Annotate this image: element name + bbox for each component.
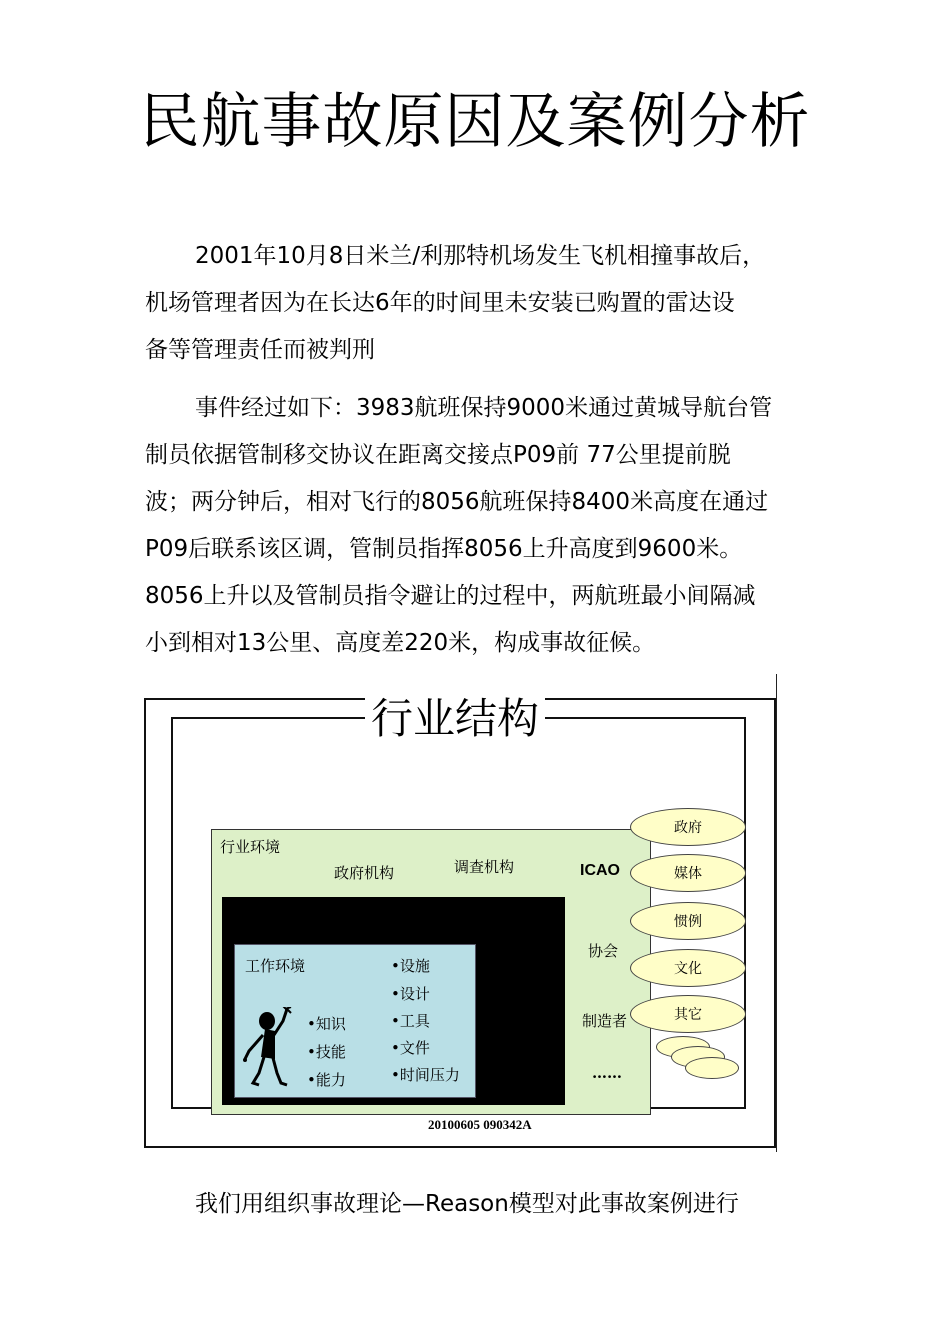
facility-item: •工具 <box>391 1012 430 1030</box>
ellipse-culture: 文化 <box>630 949 746 987</box>
investigation-org-label: 调查机构 <box>454 858 515 876</box>
facility-item: •设计 <box>391 985 430 1003</box>
figure-inner-frame <box>171 694 746 1132</box>
paragraph-line: 制员依据管制移交协议在距离交接点P09前 77公里提前脱 <box>145 442 731 468</box>
ellipse-government: 政府 <box>630 808 746 846</box>
figure-title: 行业结构 <box>365 689 545 749</box>
icao-label: ICAO <box>580 862 620 879</box>
ellipse-convention: 惯例 <box>630 902 746 940</box>
etc-label: …… <box>592 1064 622 1082</box>
paragraph-line: 小到相对13公里、高度差220米，构成事故征候。 <box>145 630 656 656</box>
facility-item: •设施 <box>391 957 430 975</box>
mini-ellipse <box>685 1057 739 1079</box>
paragraph-line: 波；两分钟后，相对飞行的8056航班保持8400米高度在通过 <box>145 489 769 515</box>
industry-label: 行业环境 <box>220 838 281 856</box>
organization-box <box>222 897 565 1105</box>
paragraph-1 <box>145 233 817 374</box>
work-env-label: 工作环境 <box>245 957 306 975</box>
industry-structure-figure <box>144 694 776 1148</box>
paragraph-2 <box>145 385 817 667</box>
person-icon <box>241 1007 297 1093</box>
industry-environment-box <box>211 829 651 1115</box>
paragraph-line: P09后联系该区调，管制员指挥8056上升高度到9600米。 <box>145 536 743 562</box>
paragraph-line: 8056上升以及管制员指令避让的过程中，两航班最小间隔减 <box>145 583 756 609</box>
ellipse-media: 媒体 <box>630 854 746 892</box>
paragraph-line: 机场管理者因为在长达6年的时间里未安装已购置的雷达设 <box>145 290 735 316</box>
person-item: •能力 <box>307 1071 346 1089</box>
manufacturer-label: 制造者 <box>582 1012 628 1030</box>
person-item: •技能 <box>307 1043 346 1061</box>
facility-item: •时间压力 <box>391 1066 460 1084</box>
ellipse-other: 其它 <box>630 995 746 1033</box>
person-item: •知识 <box>307 1015 346 1033</box>
paragraph-3 <box>145 1181 817 1228</box>
association-label: 协会 <box>588 942 619 960</box>
paragraph-line: 事件经过如下：3983航班保持9000米通过黄城导航台管 <box>195 395 773 421</box>
figure-side-rule <box>776 674 777 1152</box>
facility-item: •文件 <box>391 1039 430 1057</box>
page-title: 民航事故原因及案例分析 <box>139 87 811 157</box>
paragraph-line: 我们用组织事故理论—Reason模型对此事故案例进行 <box>195 1191 739 1217</box>
work-environment-box <box>234 944 476 1098</box>
gov-org-label: 政府机构 <box>334 864 395 882</box>
paragraph-line: 备等管理责任而被判刑 <box>145 337 375 363</box>
paragraph-line: 2001年10月8日米兰/利那特机场发生飞机相撞事故后， <box>195 243 766 269</box>
figure-stamp: 20100605 090342A <box>368 1115 592 1135</box>
